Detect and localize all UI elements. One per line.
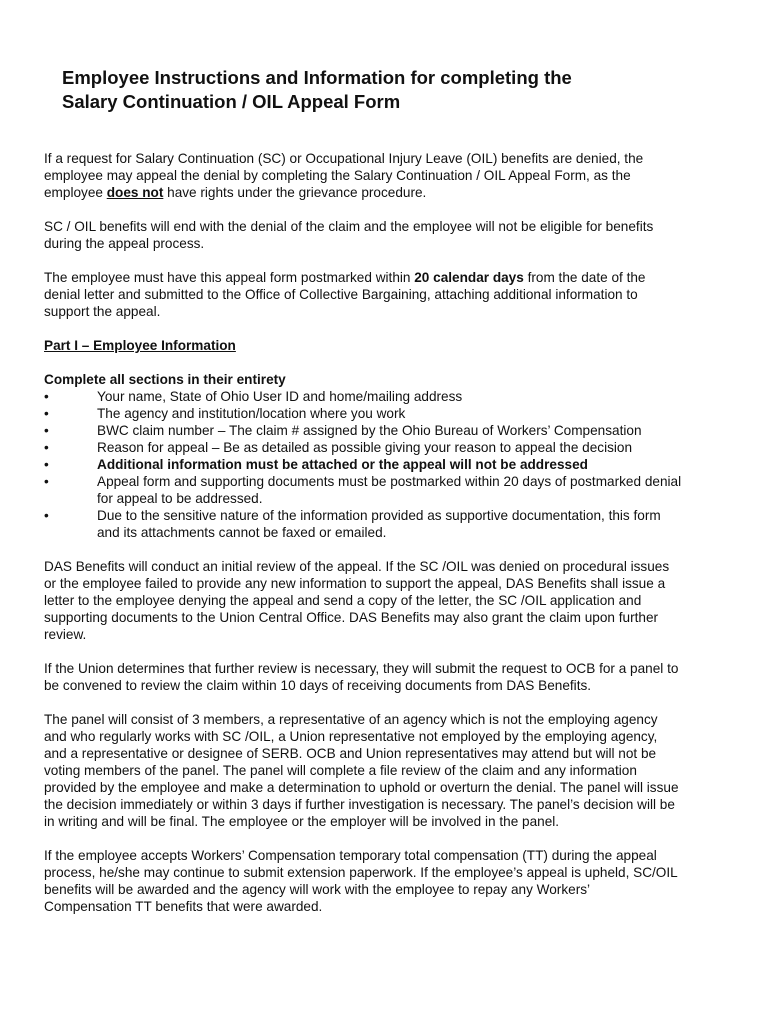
bullet-text: Your name, State of Ohio User ID and home/mailing address (97, 389, 463, 404)
das-review-line-5: review. (44, 627, 87, 642)
union-review-line-2: be convened to review the claim within 10 days of receiving documents from DAS Benefits. (44, 678, 592, 693)
bullet-text-continued: and its attachments cannot be faxed or emailed. (97, 525, 387, 540)
intro-line-3-before: employee (44, 185, 107, 200)
bullet-text: Due to the sensitive nature of the information provided as supportive documentation, this form (97, 508, 661, 523)
bullet-icon: • (44, 474, 49, 489)
bullet-item (44, 473, 720, 507)
union-review-paragraph (44, 660, 720, 694)
part-1-bullet-list (44, 388, 720, 541)
panel-line-7: in writing and will be final. The employee or the employer will be involved in the panel. (44, 814, 560, 829)
postmark-line-1-before: The employee must have this appeal form postmarked within (44, 270, 415, 285)
panel-line-3: and a representative or designee of SERB. OCB and Union representatives may attend but will not be (44, 746, 657, 761)
bullet-item (44, 422, 720, 439)
part-1-heading: Part I – Employee Information (44, 338, 236, 353)
bullet-icon: • (44, 457, 49, 472)
benefits-end-line-1: SC / OIL benefits will end with the denial of the claim and the employee will not be eligible for benefits (44, 219, 654, 234)
das-review-line-1: DAS Benefits will conduct an initial review of the appeal. If the SC /OIL was denied on procedural issues (44, 559, 670, 574)
postmark-line-1 (44, 269, 720, 286)
calendar-days-emphasis: 20 calendar days (414, 270, 524, 285)
das-review-line-4: supporting documents to the Union Central Office. DAS Benefits may also grant the claim upon further (44, 610, 659, 625)
workers-comp-line-3: benefits will be awarded and the agency will work with the employee to repay any Workers’ (44, 882, 591, 897)
das-review-line-3: letter to the employee denying the appeal and send a copy of the letter, the SC /OIL application and (44, 593, 642, 608)
bullet-icon: • (44, 440, 49, 455)
benefits-end-paragraph (44, 218, 720, 252)
benefits-end-line-2: during the appeal process. (44, 236, 205, 251)
intro-line-2: employee may appeal the denial by completing the Salary Continuation / OIL Appeal Form, as the (44, 168, 631, 183)
panel-line-5: provided by the employee and make a determination to uphold or overturn the denial. The panel will issue (44, 780, 679, 795)
workers-comp-line-1: If the employee accepts Workers’ Compensation temporary total compensation (TT) during the appeal (44, 848, 657, 863)
intro-line-3 (44, 184, 720, 201)
panel-line-2: and who regularly works with SC /OIL, a Union representative not employed by the employing agency, (44, 729, 658, 744)
does-not-emphasis: does not (106, 185, 164, 200)
bullet-icon: • (44, 508, 49, 523)
bullet-item (44, 507, 720, 541)
panel-line-4: voting members of the panel. The panel will complete a file review of the claim and any information (44, 763, 637, 778)
bullet-icon: • (44, 389, 49, 404)
panel-line-1: The panel will consist of 3 members, a representative of an agency which is not the employing agency (44, 712, 658, 727)
intro-line-3-after: have rights under the grievance procedure. (163, 185, 427, 200)
bullet-item (44, 405, 720, 422)
title-line-2: Salary Continuation / OIL Appeal Form (62, 91, 401, 112)
bullet-text: The agency and institution/location where you work (97, 406, 406, 421)
postmark-paragraph (44, 269, 720, 320)
bullet-text: Additional information must be attached or the appeal will not be addressed (97, 457, 588, 472)
postmark-line-3: support the appeal. (44, 304, 161, 319)
intro-paragraph (44, 150, 720, 201)
bullet-icon: • (44, 423, 49, 438)
document-body (44, 150, 720, 932)
intro-line-1: If a request for Salary Continuation (SC) or Occupational Injury Leave (OIL) benefits are denied, the (44, 151, 644, 166)
bullet-item (44, 388, 720, 405)
bullet-item (44, 456, 720, 473)
bullet-text-continued: for appeal to be addressed. (97, 491, 263, 506)
workers-comp-line-4: Compensation TT benefits that were awarded. (44, 899, 323, 914)
bullet-text: Reason for appeal – Be as detailed as possible giving your reason to appeal the decision (97, 440, 633, 455)
union-review-line-1: If the Union determines that further review is necessary, they will submit the request to OCB for a panel to (44, 661, 679, 676)
postmark-line-2: denial letter and submitted to the Office of Collective Bargaining, attaching additional information to (44, 287, 638, 302)
bullet-icon: • (44, 406, 49, 421)
das-review-line-2: or the employee failed to provide any new information to support the appeal, DAS Benefits shall issue a (44, 576, 666, 591)
page-title (62, 66, 742, 114)
part-1-list-heading: Complete all sections in their entirety (44, 372, 286, 387)
workers-comp-paragraph (44, 847, 720, 915)
title-line-1: Employee Instructions and Information for completing the (62, 67, 572, 88)
panel-line-6: the decision immediately or within 3 days if further investigation is necessary. The panel’s decision will be (44, 797, 675, 812)
panel-paragraph (44, 711, 720, 830)
bullet-text: BWC claim number – The claim # assigned by the Ohio Bureau of Workers’ Compensation (97, 423, 642, 438)
workers-comp-line-2: process, he/she may continue to submit extension paperwork. If the employee’s appeal is upheld, SC/OIL (44, 865, 678, 880)
bullet-text: Appeal form and supporting documents must be postmarked within 20 days of postmarked denial (97, 474, 682, 489)
postmark-line-1-after: from the date of the (523, 270, 646, 285)
das-review-paragraph (44, 558, 720, 643)
bullet-item (44, 439, 720, 456)
